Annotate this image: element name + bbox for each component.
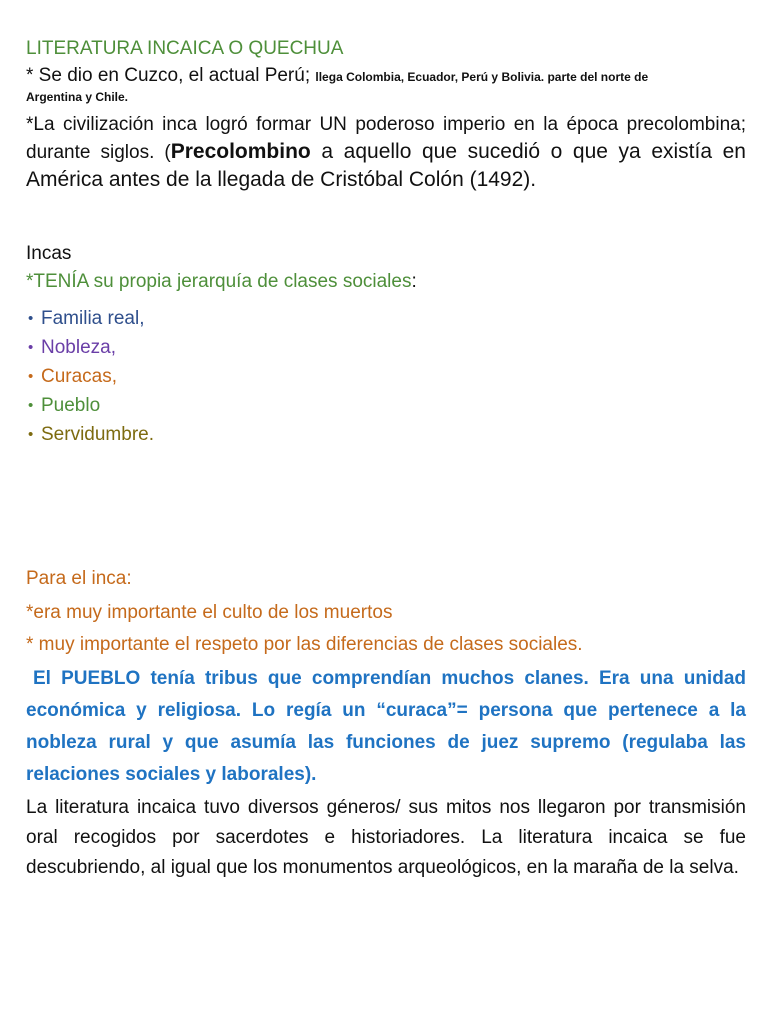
list-item bbox=[26, 362, 746, 391]
list-item-label: Nobleza, bbox=[41, 337, 116, 358]
bullet-icon: • bbox=[28, 426, 34, 443]
list-item-label: Pueblo bbox=[41, 395, 101, 416]
bullet-icon: • bbox=[28, 310, 34, 327]
list-item bbox=[26, 304, 746, 333]
inca-line-2: * muy importante el respeto por las diferencias de clases sociales. bbox=[26, 634, 583, 655]
pueblo-paragraph: El PUEBLO tenía tribus que comprendían muchos clanes. Era una unidad económica y religiosa. Lo regía un “curaca”= persona que pertenece a la nobleza rural y que asumía las funciones de juez supremo (regulaba las relaciones sociales y laborales). bbox=[26, 668, 746, 785]
literature-paragraph: La literatura incaica tuvo diversos géneros/ sus mitos nos llegaron por transmisión oral recogidos por sacerdotes e historiadores. La literatura incaica se fue descubriendo, al igual que los monumentos arqueológicos, en la maraña de la selva. bbox=[26, 797, 746, 878]
hierarchy-heading bbox=[26, 268, 746, 296]
document-page bbox=[26, 34, 746, 883]
bullet-icon: • bbox=[28, 368, 34, 385]
bullet-icon: • bbox=[28, 397, 34, 414]
document-title: LITERATURA INCAICA O QUECHUA bbox=[26, 38, 344, 59]
list-item-label: Servidumbre. bbox=[41, 424, 154, 445]
list-item bbox=[26, 420, 746, 449]
spacer bbox=[26, 449, 746, 565]
list-item bbox=[26, 391, 746, 420]
precolombino-definition: a aquello que sucedió o que ya existía en América antes de la llegada de Cristóbal Colón (1492). bbox=[26, 140, 746, 191]
location-line bbox=[26, 64, 746, 88]
incas-heading: Incas bbox=[26, 243, 72, 264]
list-item-label: Curacas, bbox=[41, 366, 118, 387]
civilization-paragraph bbox=[26, 112, 746, 194]
hierarchy-heading-text: *TENÍA su propia jerarquía de clases sociales bbox=[26, 271, 412, 292]
civilization-text: *La civilización inca logró formar UN poderoso imperio en la época precolombina; durante siglos. ( bbox=[26, 114, 746, 163]
bullet-icon: • bbox=[28, 339, 34, 356]
spacer bbox=[26, 194, 746, 240]
list-item-label: Familia real, bbox=[41, 308, 145, 329]
location-main-text: * Se dio en Cuzco, el actual Perú; bbox=[26, 65, 316, 86]
list-item bbox=[26, 333, 746, 362]
location-small-text: llega Colombia, Ecuador, Perú y Bolivia. parte del norte de bbox=[315, 70, 649, 84]
inca-heading: Para el inca: bbox=[26, 568, 132, 589]
location-small-continuation: Argentina y Chile. bbox=[26, 90, 129, 104]
inca-line-1: *era muy importante el culto de los muertos bbox=[26, 602, 393, 623]
hierarchy-heading-colon: : bbox=[411, 271, 417, 292]
social-class-list bbox=[26, 304, 746, 449]
precolombino-term: Precolombino bbox=[170, 140, 311, 163]
